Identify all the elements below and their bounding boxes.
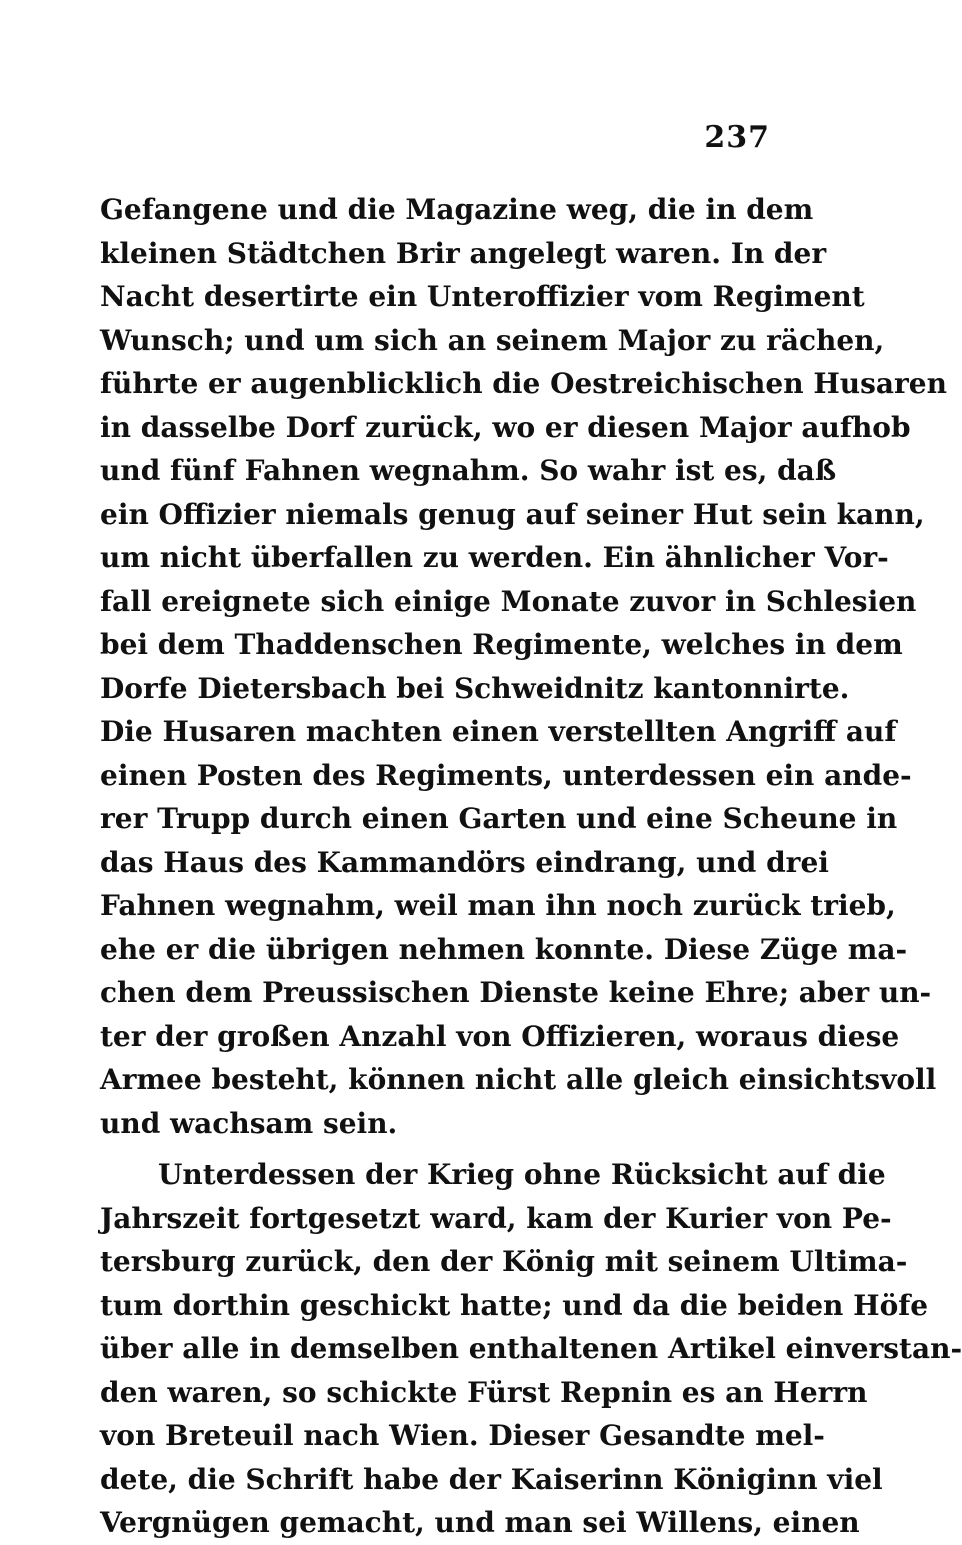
text-line: das Haus des Kammandörs eindrang, und drei <box>100 845 829 879</box>
text-line: bei dem Thaddenschen Regimente, welches in dem <box>100 628 903 661</box>
text-line: Die Husaren machten einen verstellten Angriff auf <box>100 715 897 748</box>
text-line: über alle in demselben enthaltenen Artikel einverstan- <box>100 1332 962 1365</box>
text-line: den waren, so schickte Fürst Repnin es an Herrn <box>100 1375 868 1409</box>
paragraph-1 <box>100 188 947 1145</box>
text-line: von Breteuil nach Wien. Dieser Gesandte mel- <box>100 1419 825 1452</box>
text-line: ter der großen Anzahl von Offizieren, woraus diese <box>100 1019 900 1053</box>
text-line: fall ereignete sich einige Monate zuvor in Schlesien <box>100 584 917 618</box>
text-line: ehe er die übrigen nehmen konnte. Diese Züge ma- <box>100 932 908 966</box>
text-line: und fünf Fahnen wegnahm. So wahr ist es, daß <box>100 454 837 487</box>
text-line: Jahrszeit fortgesetzt ward, kam der Kurier von Pe- <box>100 1201 892 1235</box>
text-line: Unterdessen der Krieg ohne Rücksicht auf die <box>158 1158 886 1191</box>
text-line: Dorfe Dietersbach bei Schweidnitz kantonnirte. <box>100 671 850 705</box>
text-line: führte er augenblicklich die Oestreichischen Husaren <box>100 367 947 400</box>
text-line: kleinen Städtchen Brir angelegt waren. In der <box>100 236 827 270</box>
text-line: um nicht überfallen zu werden. Ein ähnlicher Vor- <box>100 541 889 574</box>
text-line: Fahnen wegnahm, weil man ihn noch zurück trieb, <box>100 889 896 922</box>
paragraph-gap <box>100 1145 790 1153</box>
text-line: in dasselbe Dorf zurück, wo er diesen Major aufhob <box>100 410 911 444</box>
text-line: chen dem Preussischen Dienste keine Ehre; aber un- <box>100 976 932 1009</box>
text-line: einen Posten des Regiments, unterdessen ein ande- <box>100 758 912 792</box>
text-line: tum dorthin geschickt hatte; und da die beiden Höfe <box>100 1288 929 1322</box>
text-line: Armee besteht, können nicht alle gleich einsichtsvoll <box>100 1063 937 1096</box>
text-line: dete, die Schrift habe der Kaiserinn Königinn viel <box>100 1462 883 1496</box>
text-line: Wunsch; und um sich an seinem Major zu rächen, <box>100 323 885 357</box>
text-line: Nacht desertirte ein Unteroffizier vom Regiment <box>100 280 865 313</box>
text-line: tersburg zurück, den der König mit seinem Ultima- <box>100 1245 908 1278</box>
paragraph-2 <box>100 1153 962 1545</box>
text-line: rer Trupp durch einen Garten und eine Scheune in <box>100 802 898 835</box>
text-line: Vergnügen gemacht, und man sei Willens, einen <box>100 1506 860 1539</box>
text-line: und wachsam sein. <box>100 1106 398 1140</box>
text-line: ein Offizier niemals genug auf seiner Hut sein kann, <box>100 497 925 531</box>
text-line: Gefangene und die Magazine weg, die in dem <box>100 193 814 226</box>
page-number: 237 <box>704 120 770 155</box>
body-text <box>100 188 962 1545</box>
